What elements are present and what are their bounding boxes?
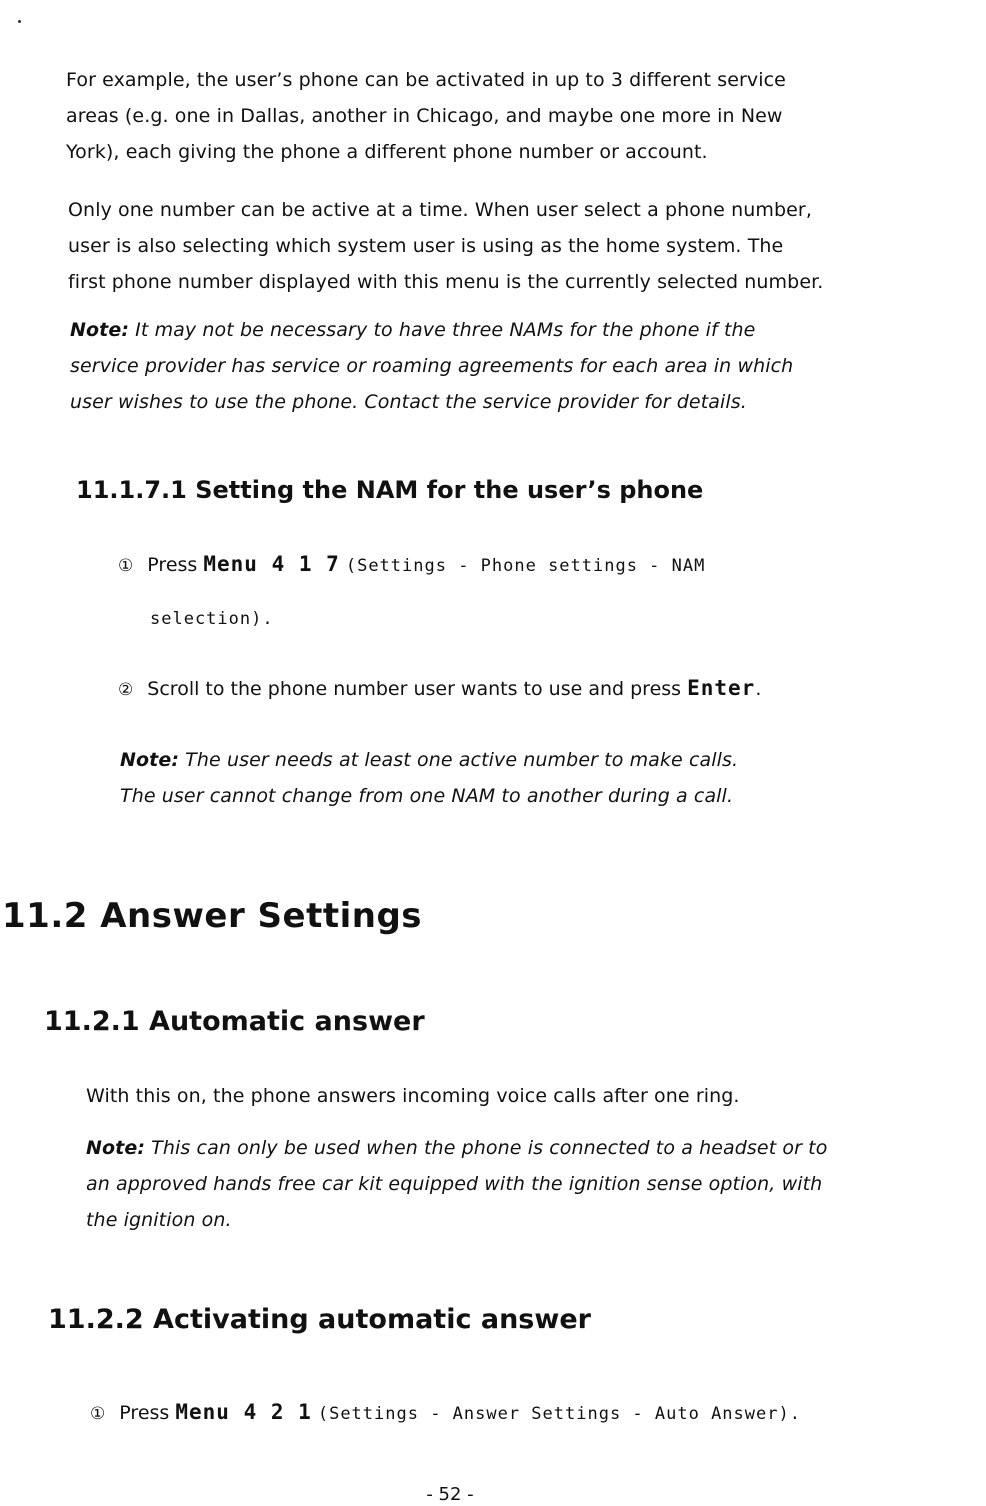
text-line: user is also selecting which system user is using as the home system. The (68, 235, 784, 257)
key-sequence: Menu 4 2 1 (175, 1400, 312, 1424)
key-enter: Enter (687, 676, 756, 700)
step-text: Scroll to the phone number user wants to use and press (147, 678, 682, 700)
step-1-continued (150, 600, 274, 637)
section-heading-11-1-7-1: 11.1.7.1 Setting the NAM for the user’s phone (76, 476, 704, 504)
nam-note (120, 742, 920, 814)
page-number: - 52 - (426, 1484, 474, 1505)
text-line (120, 742, 920, 778)
step-number: ② (118, 680, 134, 700)
note-text: the ignition on. (86, 1209, 232, 1231)
menu-path: (Settings - Phone settings - NAM (345, 556, 706, 576)
menu-path: selection). (150, 609, 274, 629)
intro-paragraph-1 (66, 62, 926, 170)
section-heading-11-2: 11.2 Answer Settings (2, 896, 423, 936)
key-sequence: Menu 4 1 7 (203, 552, 340, 576)
note-text: This can only be used when the phone is connected to a headset or to (151, 1137, 828, 1159)
note-label: Note: (120, 749, 180, 771)
step-1 (118, 546, 705, 584)
step-2 (118, 670, 761, 708)
text-line: Only one number can be active at a time. When user select a phone number, (68, 199, 812, 221)
note-text: service provider has service or roaming agreements for each area in which (70, 355, 794, 377)
scan-speck (18, 20, 21, 23)
step-number: ① (90, 1404, 106, 1424)
text-line: With this on, the phone answers incoming voice calls after one ring. (86, 1085, 740, 1107)
menu-path: (Settings - Answer Settings - Auto Answer). (317, 1404, 801, 1424)
step-text-end: . (755, 678, 762, 700)
text-line (86, 1130, 966, 1166)
note-text: It may not be necessary to have three NAMs for the phone if the (135, 319, 756, 341)
note-text: The user needs at least one active number to make calls. (185, 749, 739, 771)
text-line: York), each giving the phone a different phone number or account. (66, 141, 708, 163)
step-1-auto-answer (90, 1394, 801, 1432)
intro-paragraph-2 (68, 192, 948, 300)
note-label: Note: (86, 1137, 146, 1159)
text-line: first phone number displayed with this menu is the currently selected number. (68, 271, 824, 293)
step-number: ① (118, 556, 134, 576)
auto-answer-description (86, 1078, 926, 1114)
section-heading-11-2-2: 11.2.2 Activating automatic answer (48, 1304, 591, 1335)
step-text: Press (119, 1402, 170, 1424)
text-line: For example, the user’s phone can be activated in up to 3 different service (66, 69, 786, 91)
note-label: Note: (70, 319, 130, 341)
step-text: Press (147, 554, 198, 576)
note-text: an approved hands free car kit equipped with the ignition sense option, with (86, 1173, 823, 1195)
note-text: user wishes to use the phone. Contact the service provider for details. (70, 391, 747, 413)
intro-note (70, 312, 930, 420)
note-text: The user cannot change from one NAM to another during a call. (120, 785, 734, 807)
section-heading-11-2-1: 11.2.1 Automatic answer (44, 1006, 425, 1037)
auto-answer-note (86, 1130, 966, 1238)
text-line: areas (e.g. one in Dallas, another in Chicago, and maybe one more in New (66, 105, 783, 127)
text-line (70, 312, 930, 348)
